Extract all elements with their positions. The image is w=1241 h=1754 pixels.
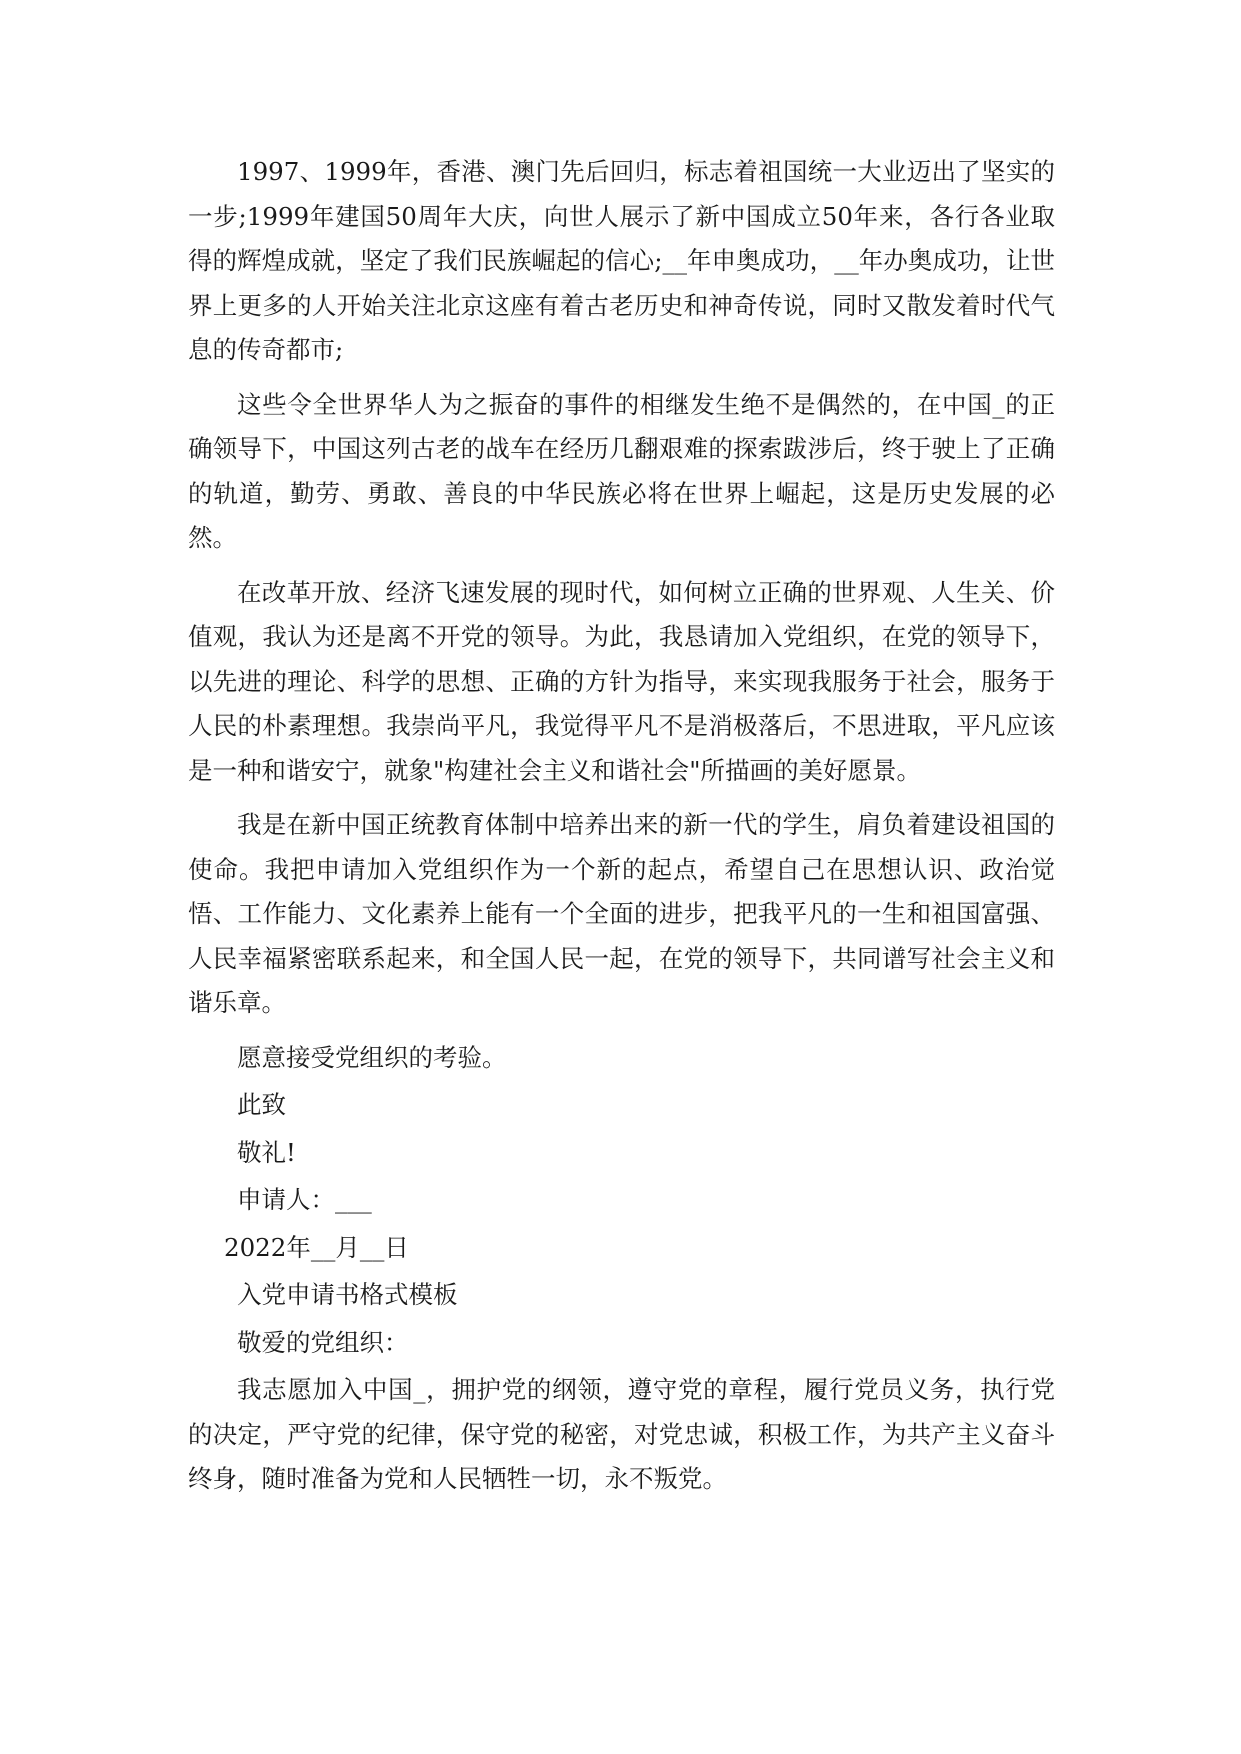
willing-line: 愿意接受党组织的考验。 (237, 1042, 507, 1072)
document-body (188, 150, 1055, 1512)
date-line: 2022年__月__日 (224, 1232, 409, 1262)
paragraph-pledge: 我志愿加入中国_，拥护党的纲领，遵守党的章程，履行党员义务，执行党的决定，严守党的纪律，保守党的秘密，对党忠诚，积极工作，为共产主义奋斗终身，随时准备为党和人民牺牲一切，永不叛党。 (188, 1375, 1055, 1493)
closing-cizhi: 此致 (237, 1090, 286, 1119)
paragraph-new-generation: 我是在新中国正统教育体制中培养出来的新一代的学生，肩负着建设祖国的使命。我把申请加入党组织作为一个新的起点，希望自己在思想认识、政治觉悟、工作能力、文化素养上能有一个全面的进步，把我平凡的一生和祖国富强、人民幸福紧密联系起来，和全国人民一起，在党的领导下，共同谱写社会主义和谐乐章。 (188, 810, 1055, 1017)
template-title: 入党申请书格式模板 (237, 1280, 458, 1309)
paragraph-reform-era: 在改革开放、经济飞速发展的现时代，如何树立正确的世界观、人生关、价值观，我认为还是离不开党的领导。为此，我恳请加入党组织，在党的领导下，以先进的理论、科学的思想、正确的方针为指导，来实现我服务于社会，服务于人民的朴素理想。我崇尚平凡，我觉得平凡不是消极落后，不思进取，平凡应该是一种和谐安宁，就象"构建社会主义和谐社会"所描画的美好愿景。 (188, 577, 1055, 785)
paragraph-not-accidental: 这些令全世界华人为之振奋的事件的相继发生绝不是偶然的，在中国_的正确领导下，中国这列古老的战车在经历几翻艰难的探索跋涉后，终于驶上了正确的轨道，勤劳、勇敢、善良的中华民族必将在世界上崛起，这是历史发展的必然。 (188, 389, 1055, 552)
closing-jingli: 敬礼! (237, 1137, 296, 1167)
applicant-line: 申请人：___ (237, 1185, 372, 1214)
paragraph-reunification: 1997、1999年，香港、澳门先后回归，标志着祖国统一大业迈出了坚实的一步;1999年建国50周年大庆，向世人展示了新中国成立50年来，各行各业取得的辉煌成就，坚定了我们民族崛起的信心;__年申奥成功，__年办奥成功，让世界上更多的人开始关注北京这座有着古老历史和神奇传说，同时又散发着时代气息的传奇都市; (188, 157, 1055, 364)
salutation: 敬爱的党组织： (237, 1327, 409, 1357)
